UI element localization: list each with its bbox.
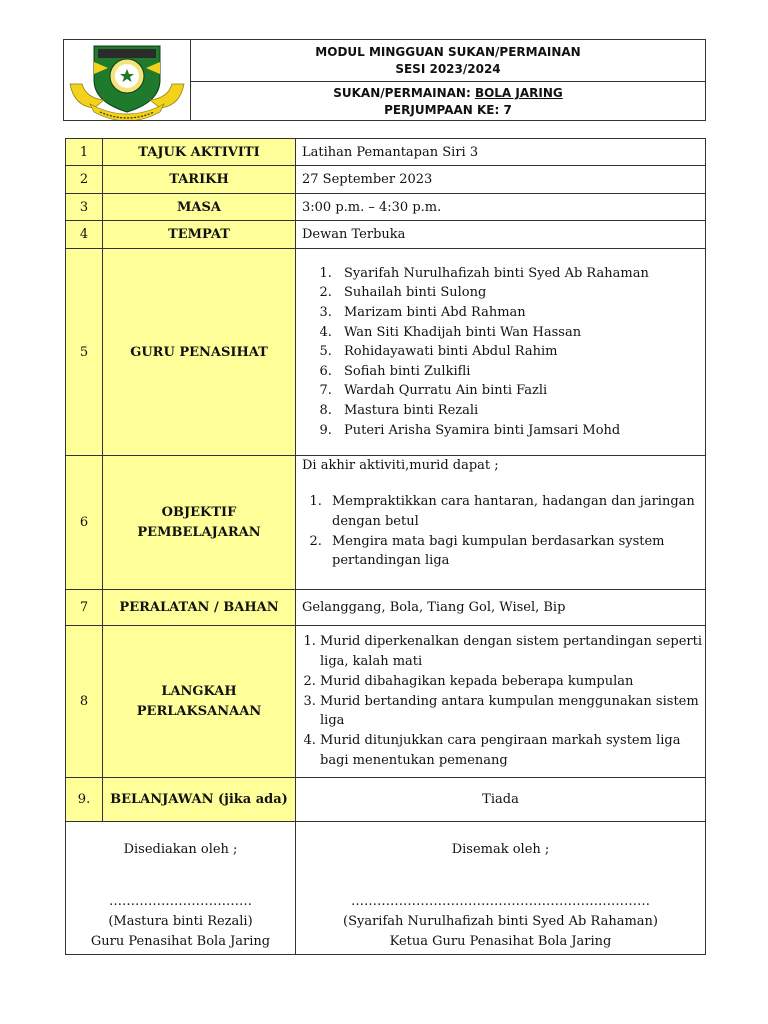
list-item: 4. Wan Siti Khadijah binti Wan Hassan <box>336 323 705 343</box>
advisor-list <box>302 264 705 440</box>
row-number: 8 <box>66 626 103 778</box>
list-item: 7. Wardah Qurratu Ain binti Fazli <box>336 381 705 401</box>
school-crest-logo <box>64 40 190 120</box>
list-item: 6. Sofiah binti Zulkifli <box>336 362 705 382</box>
signature-line: …………………………… <box>109 894 252 909</box>
prepared-by-cell <box>66 822 296 955</box>
steps-list <box>302 632 705 771</box>
equipment-value: Gelanggang, Bola, Tiang Gol, Wisel, Bip <box>296 590 706 626</box>
row-number: 5 <box>66 249 103 456</box>
steps-label-line2: PERLAKSANAAN <box>136 703 262 719</box>
checked-by-heading: Disemak oleh ; <box>451 842 550 857</box>
table-row <box>66 194 706 221</box>
activity-table <box>65 138 706 955</box>
row-number: 9. <box>66 778 103 822</box>
sport-info-cell <box>191 83 705 120</box>
objective-label-line1: OBJEKTIF <box>161 504 237 520</box>
row-number: 1 <box>66 139 103 166</box>
row-label <box>103 456 296 590</box>
objective-list <box>302 492 705 571</box>
module-title: MODUL MINGGUAN SUKAN/PERMAINAN <box>315 45 581 59</box>
list-item: 2. Suhailah binti Sulong <box>336 283 705 303</box>
row-label: TARIKH <box>103 166 296 194</box>
table-row <box>66 778 706 822</box>
row-label: BELANJAWAN (jika ada) <box>103 778 296 822</box>
checked-by-cell <box>296 822 706 955</box>
table-row <box>66 166 706 194</box>
advisors-cell <box>296 249 706 456</box>
checker-role: Ketua Guru Penasihat Bola Jaring <box>389 934 612 949</box>
list-item: 4. Murid ditunjukkan cara pengiraan markah system liga bagi menentukan pemenang <box>320 731 705 771</box>
preparer-name: (Mastura binti Rezali) <box>108 914 253 929</box>
list-item: 3. Marizam binti Abd Rahman <box>336 303 705 323</box>
row-label: PERALATAN / BAHAN <box>103 590 296 626</box>
module-title-cell <box>191 40 705 82</box>
sport-line <box>191 85 705 102</box>
row-number: 4 <box>66 221 103 249</box>
list-item: 2. Murid dibahagikan kepada beberapa kumpulan <box>320 672 705 692</box>
row-label: TAJUK AKTIVITI <box>103 139 296 166</box>
date-value: 27 September 2023 <box>296 166 706 194</box>
table-row <box>66 626 706 778</box>
list-item: 9. Puteri Arisha Syamira binti Jamsari Mohd <box>336 421 705 441</box>
budget-value: Tiada <box>296 778 706 822</box>
preparer-role: Guru Penasihat Bola Jaring <box>90 934 271 949</box>
table-row <box>66 221 706 249</box>
table-row <box>66 249 706 456</box>
list-item: 1. Syarifah Nurulhafizah binti Syed Ab Rahaman <box>336 264 705 284</box>
row-label: GURU PENASIHAT <box>103 249 296 456</box>
objectives-cell <box>296 456 706 590</box>
list-item: 1. Mempraktikkan cara hantaran, hadangan dan jaringan dengan betul <box>326 492 705 532</box>
table-row <box>66 456 706 590</box>
objective-label-line2: PEMBELAJARAN <box>137 524 261 540</box>
table-row <box>66 139 706 166</box>
document-header <box>63 39 706 121</box>
list-item: 1. Murid diperkenalkan dengan sistem pertandingan seperti liga, kalah mati <box>320 632 705 672</box>
steps-label-line1: LANGKAH <box>161 683 237 699</box>
row-number: 3 <box>66 194 103 221</box>
school-logo-cell <box>64 40 191 120</box>
signature-line: …………………………………………………………… <box>351 894 650 909</box>
prepared-by-heading: Disediakan oleh ; <box>123 842 238 857</box>
checker-name: (Syarifah Nurulhafizah binti Syed Ab Rahaman) <box>343 914 658 929</box>
time-value: 3:00 p.m. – 4:30 p.m. <box>296 194 706 221</box>
objective-intro: Di akhir aktiviti,murid dapat ; <box>302 458 499 473</box>
row-label <box>103 626 296 778</box>
row-number: 6 <box>66 456 103 590</box>
steps-cell <box>296 626 706 778</box>
checked-by-block <box>296 822 705 952</box>
row-number: 7 <box>66 590 103 626</box>
row-label: TEMPAT <box>103 221 296 249</box>
table-row <box>66 590 706 626</box>
sport-name: BOLA JARING <box>474 86 563 100</box>
signature-row <box>66 822 706 955</box>
list-item: 5. Rohidayawati binti Abdul Rahim <box>336 342 705 362</box>
activity-title-value: Latihan Pemantapan Siri 3 <box>296 139 706 166</box>
prepared-by-block <box>66 822 295 952</box>
session-label: SESI 2023/2024 <box>395 62 501 76</box>
meeting-number: PERJUMPAAN KE: 7 <box>384 103 512 117</box>
row-label: MASA <box>103 194 296 221</box>
row-number: 2 <box>66 166 103 194</box>
list-item: 2. Mengira mata bagi kumpulan berdasarkan system pertandingan liga <box>326 532 705 572</box>
list-item: 3. Murid bertanding antara kumpulan menggunakan sistem liga <box>320 692 705 732</box>
venue-value: Dewan Terbuka <box>296 221 706 249</box>
list-item: 8. Mastura binti Rezali <box>336 401 705 421</box>
sport-prefix: SUKAN/PERMAINAN: <box>333 86 475 100</box>
